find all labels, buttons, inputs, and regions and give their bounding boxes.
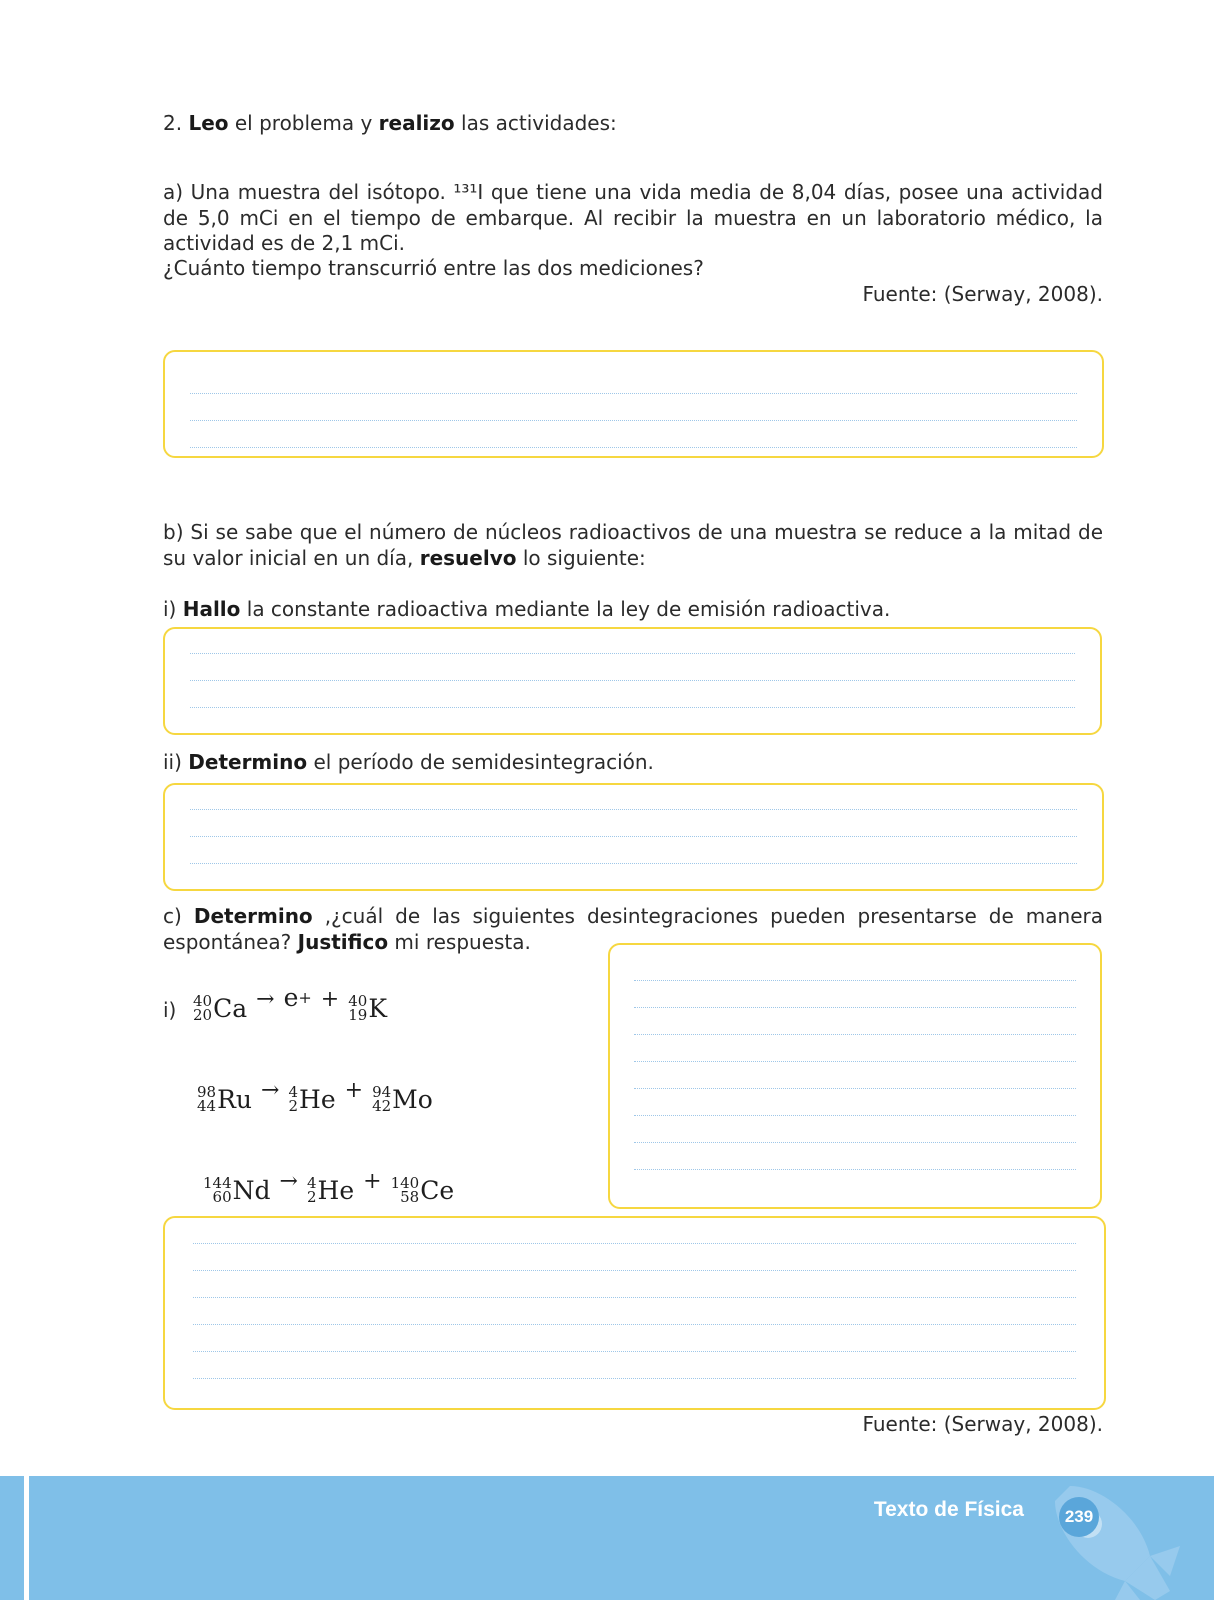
answer-line bbox=[634, 1061, 1076, 1062]
arrow: → bbox=[256, 987, 275, 1012]
mass-number: 94 bbox=[372, 1083, 392, 1101]
answer-line bbox=[190, 447, 1077, 448]
mass-number: 4 bbox=[306, 1174, 317, 1192]
part-c-label: c) bbox=[163, 904, 182, 928]
plus-sign: + bbox=[363, 1169, 382, 1194]
atomic-number: 58 bbox=[400, 1188, 420, 1206]
reaction-2 bbox=[197, 1074, 433, 1114]
atomic-number: 44 bbox=[197, 1097, 217, 1115]
reaction-3 bbox=[203, 1165, 454, 1205]
answer-line bbox=[193, 1270, 1076, 1271]
answer-line bbox=[193, 1324, 1076, 1325]
part-a-source: Fuente: (Serway, 2008). bbox=[862, 282, 1103, 306]
rocket-icon bbox=[1030, 1476, 1210, 1600]
mass-number: 144 bbox=[203, 1174, 232, 1192]
mass-number: 140 bbox=[390, 1174, 420, 1192]
element-symbol: e bbox=[283, 983, 299, 1012]
nuclide bbox=[203, 1176, 271, 1205]
element-symbol: He bbox=[317, 1175, 355, 1205]
answer-line bbox=[190, 707, 1075, 708]
bold-leo: Leo bbox=[188, 111, 229, 135]
nuclide bbox=[307, 1176, 354, 1205]
arrow: → bbox=[279, 1169, 298, 1194]
answer-box-b-i[interactable] bbox=[163, 627, 1102, 735]
element-symbol: He bbox=[299, 1084, 336, 1114]
nuclide bbox=[391, 1176, 455, 1205]
answer-box-a[interactable] bbox=[163, 350, 1104, 458]
part-b-text: lo siguiente: bbox=[522, 545, 646, 570]
item-text: el problema y bbox=[234, 111, 373, 135]
part-b-text: b) Si se sabe que el número de núcleos radioactivos de una muestra se reduce a la mitad de su valor inicial en un día, bbox=[163, 520, 1103, 570]
part-c-text: mi respuesta. bbox=[394, 929, 531, 954]
answer-line bbox=[193, 1243, 1076, 1244]
footer-divider bbox=[24, 1476, 29, 1600]
answer-line bbox=[190, 809, 1077, 810]
page-footer bbox=[0, 1476, 1214, 1600]
part-b-statement bbox=[163, 520, 1103, 571]
mass-number: 40 bbox=[193, 992, 213, 1010]
part-b-ii-label: ii) bbox=[163, 750, 182, 774]
bold-justifico: Justifico bbox=[297, 929, 389, 954]
answer-line bbox=[634, 1034, 1076, 1035]
answer-box-b-ii[interactable] bbox=[163, 783, 1104, 891]
answer-line bbox=[190, 393, 1077, 394]
answer-line bbox=[190, 836, 1077, 837]
answer-line bbox=[193, 1351, 1076, 1352]
mass-number: 98 bbox=[197, 1083, 217, 1101]
part-a-statement: a) Una muestra del isótopo. ¹³¹I que tiene una vida media de 8,04 días, posee una actividad de 5,0 mCi en el tiempo de embarque. Al recibir la muestra en un laboratorio médico, la actividad es de 2,1 mCi. bbox=[163, 180, 1103, 255]
particle bbox=[284, 983, 312, 1012]
element-symbol: K bbox=[368, 993, 387, 1023]
part-a-question: ¿Cuánto tiempo transcurrió entre las dos mediciones? bbox=[163, 256, 704, 280]
part-b-i-label: i) bbox=[163, 597, 177, 621]
answer-line bbox=[190, 653, 1075, 654]
part-b-i bbox=[163, 597, 1103, 623]
answer-box-c-bottom[interactable] bbox=[163, 1216, 1106, 1410]
bold-resuelvo: resuelvo bbox=[419, 545, 517, 570]
answer-line bbox=[190, 680, 1075, 681]
part-b-i-text: la constante radioactiva mediante la ley de emisión radioactiva. bbox=[246, 597, 891, 621]
nuclide bbox=[193, 994, 247, 1023]
item-2-heading bbox=[163, 111, 963, 137]
atomic-number: 42 bbox=[372, 1097, 392, 1115]
book-title: Texto de Física bbox=[873, 1498, 1024, 1521]
element-symbol: Ce bbox=[420, 1175, 455, 1205]
answer-line bbox=[634, 1142, 1076, 1143]
charge-superscript: + bbox=[298, 988, 312, 1007]
element-symbol: Ca bbox=[213, 993, 248, 1023]
bold-determino: Determino bbox=[193, 904, 313, 928]
answer-box-c-side[interactable] bbox=[608, 943, 1102, 1209]
atomic-number: 2 bbox=[288, 1097, 299, 1115]
plus-sign: + bbox=[344, 1078, 364, 1103]
part-c-i-label: i) bbox=[163, 998, 177, 1022]
part-c-text: ,¿cuál de las siguientes desintegraciones pueden presentarse de manera espontánea? bbox=[163, 904, 1103, 954]
bold-hallo: Hallo bbox=[182, 597, 241, 621]
atomic-number: 19 bbox=[348, 1006, 368, 1024]
answer-line bbox=[634, 1169, 1076, 1170]
element-symbol: Ru bbox=[217, 1084, 253, 1114]
nuclide bbox=[348, 994, 387, 1023]
answer-line bbox=[634, 1088, 1076, 1089]
part-b-ii-text: el período de semidesintegración. bbox=[313, 750, 654, 774]
mass-number: 4 bbox=[288, 1083, 299, 1101]
atomic-number: 2 bbox=[306, 1188, 317, 1206]
part-b-ii bbox=[163, 750, 1103, 776]
element-symbol: Nd bbox=[232, 1175, 271, 1205]
answer-line bbox=[190, 420, 1077, 421]
arrow: → bbox=[261, 1078, 280, 1103]
atomic-number: 20 bbox=[193, 1006, 213, 1024]
nuclide bbox=[288, 1085, 335, 1114]
page-number: 239 bbox=[1059, 1497, 1099, 1537]
answer-line bbox=[190, 863, 1077, 864]
element-symbol: Mo bbox=[392, 1084, 433, 1114]
item-text: las actividades: bbox=[461, 111, 617, 135]
part-c-source: Fuente: (Serway, 2008). bbox=[862, 1412, 1103, 1436]
item-number: 2. bbox=[163, 111, 183, 135]
answer-line bbox=[634, 1115, 1076, 1116]
mass-number: 40 bbox=[348, 992, 368, 1010]
answer-line bbox=[193, 1378, 1076, 1379]
answer-line bbox=[634, 980, 1076, 981]
bold-realizo: realizo bbox=[378, 111, 455, 135]
answer-line bbox=[634, 1007, 1076, 1008]
plus-sign: + bbox=[320, 987, 340, 1012]
nuclide bbox=[372, 1085, 433, 1114]
nuclide bbox=[197, 1085, 252, 1114]
reaction-1 bbox=[193, 983, 387, 1023]
bold-determino: Determino bbox=[188, 750, 308, 774]
answer-line bbox=[193, 1297, 1076, 1298]
atomic-number: 60 bbox=[212, 1188, 232, 1206]
